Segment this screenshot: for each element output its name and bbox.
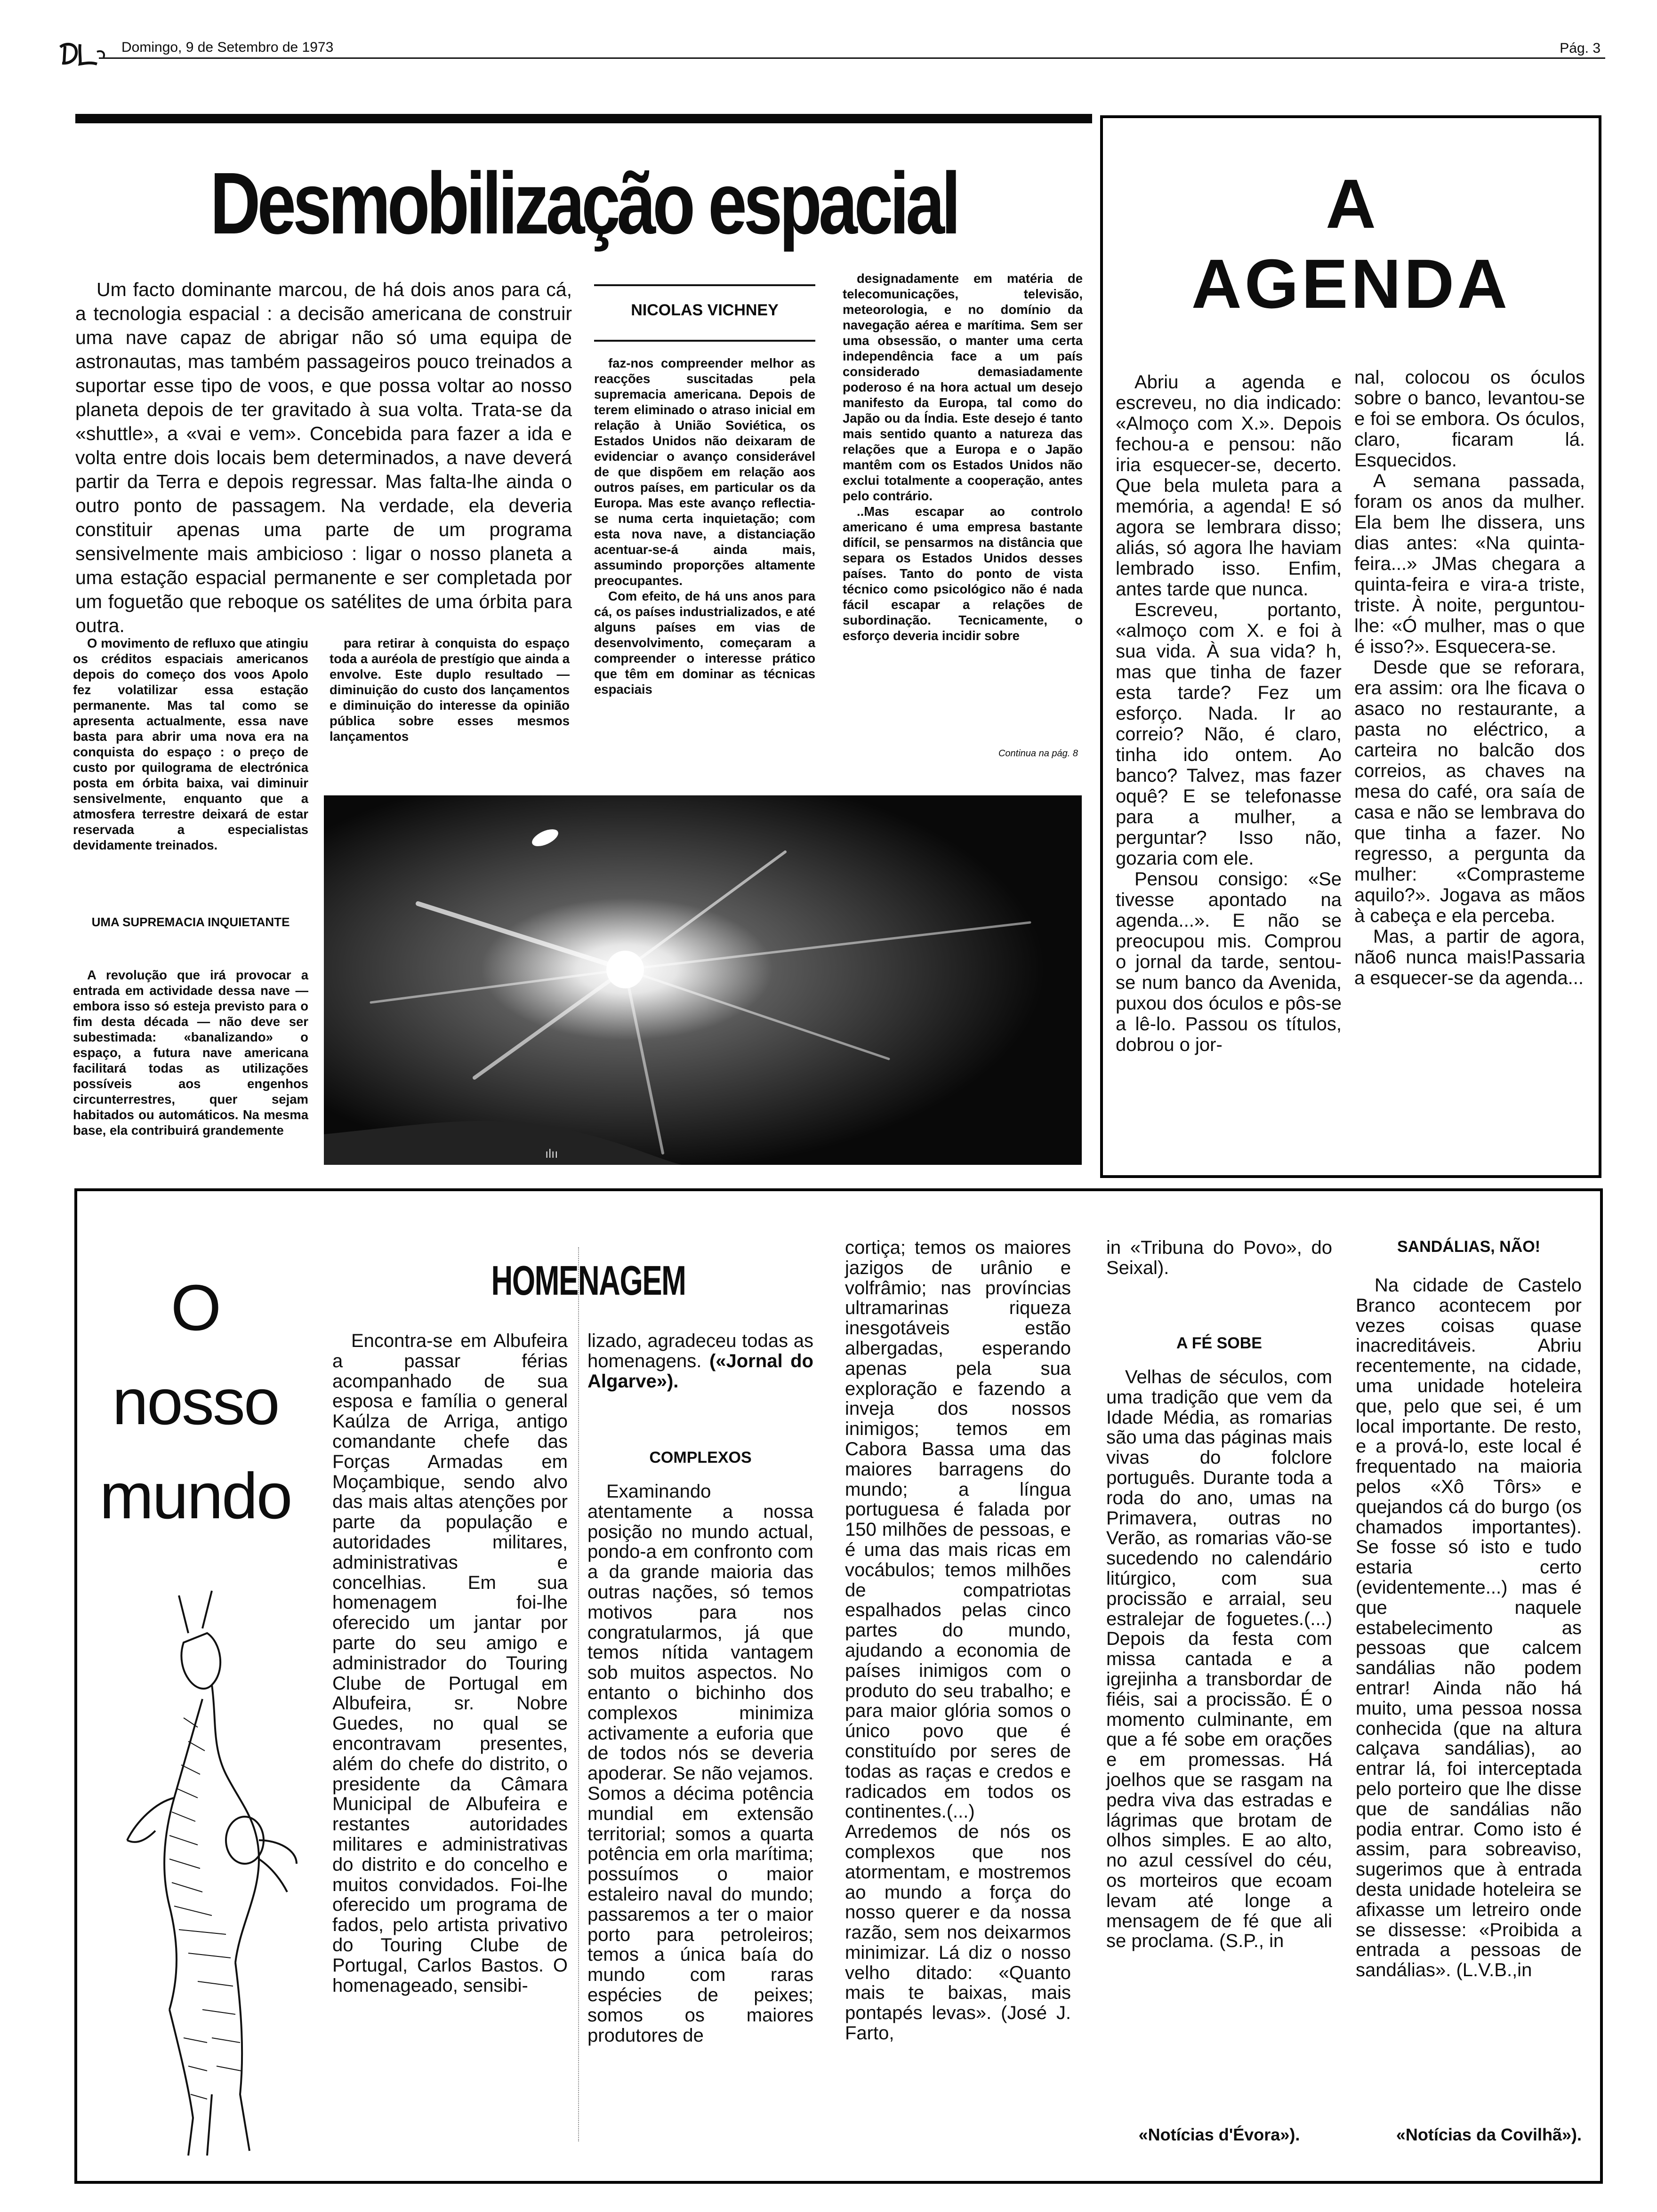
section-title-o: O	[170, 1272, 220, 1344]
giraffe-illustration	[118, 1577, 315, 2165]
sandalias-source: «Notícias da Covilhã»).	[1396, 2125, 1582, 2144]
sandalias-text	[1356, 1275, 1582, 1980]
homenagem-source: («Jornal do Algarve»).	[587, 1350, 813, 1392]
paragraph: Desde que se reforara, era assim: ora lhe ficava o asaco no restaurante, a pasta no eléctrico, a carteira no balcão dos correios, as chaves na mesa do café, ora saía de casa e não se lembrava do que tinha a fazer. No regresso, a pergunta da mulher: «Comprasteme aquilo?». Jogava as mãos à cabeça e ela perceba.	[1354, 657, 1585, 926]
fe-sobe-source: «Notícias d'Évora»).	[1138, 2125, 1300, 2144]
article-column-3	[594, 355, 815, 697]
fe-sobe-text	[1106, 1367, 1332, 1951]
article-column-1	[73, 635, 308, 853]
paragraph: Com efeito, de há uns anos para cá, os países industrializados, e até alguns países em vias de desenvolvimento, começaram a compreender o interesse prático que têm em dominar as técnicas espaciais	[594, 589, 815, 697]
continued-note: Continua na pág. 8	[998, 748, 1078, 759]
byline-rule-bottom	[594, 340, 815, 342]
header-rule	[99, 57, 1605, 59]
paragraph: para retirar à conquista do espaço toda a auréola de prestígio que ainda a envolve. Este duplo resultado — diminuição do custo dos lançamentos e diminuição do interesse da opinião pública sobre esses mesmos lançamentos	[330, 636, 570, 744]
paragraph: nal, colocou os óculos sobre o banco, levantou-se e foi se embora. Os óculos, claro, ficaram lá. Esquecidos.	[1354, 367, 1585, 471]
paragraph: Mas, a partir de agora, não6 nunca mais!Passaria a esquecer-se da agenda...	[1354, 926, 1585, 988]
sandalias-title: SANDÁLIAS, NÃO!	[1397, 1238, 1541, 1256]
page-number: Pág. 3	[1560, 40, 1601, 56]
complexos-text-1	[587, 1482, 813, 2045]
photo-mark: ılıı	[545, 1146, 558, 1161]
byline: NICOLAS VICHNEY	[631, 301, 779, 319]
paragraph: ..Mas escapar ao controlo americano é uma empresa bastante difícil, se pensarmos na distância que separa os Estados Unidos desses países. Tanto do ponto de vista técnico como psicológico não é nada fácil escapar a relações de subordinação. Tecnicamente, o esforço deveria incidir sobre	[843, 504, 1083, 643]
paragraph: A revolução que irá provocar a entrada em actividade dessa nave — embora isso só esteja previsto para o fim desta década — não deve ser subestimada: «banalizando» o espaço, a futura nave americana facilitará todas as utilizações possíveis aos engenhos circunterrestres, quer sejam habitados ou automáticos. Na mesma base, ela contribuirá grandemente	[73, 968, 308, 1138]
section-title-mundo: mundo	[99, 1460, 291, 1532]
paragraph: O movimento de refluxo que atingiu os créditos espaciais americanos depois do começo dos voos Apolo fez volatilizar essa estação permanente. Mas tal como se apresenta actualmente, essa nave basta para abrir uma nova era na conquista do espaço : o preço de custo por quilograma de electrónica posta em órbita baixa, vai diminuir sensivelmente, enquanto que a atmosfera terrestre deixará de estar reservada a especialistas devidamente treinados.	[73, 636, 308, 852]
paragraph: A semana passada, foram os anos da mulher. Ela bem lhe dissera, uns dias antes: «Na quinta-feira...» JMas chegara a quinta-feira e vira-a triste, triste. À noite, perguntou-lhe: «Ó mulher, mas o que é isso?». Esquecera-se.	[1354, 471, 1585, 657]
paragraph: Escreveu, portanto, «almoço com X. e foi à sua vida. À sua vida? h, mas que tinha de fazer esta tarde? Fez um esforço. Nada. Ir ao correio? Não, é claro, tinha ido ontem. Ao banco? Talvez, mas fazer oquê? E se telefonasse para a mulher, a perguntar? Isso não, gozaria com ele.	[1116, 600, 1342, 869]
paragraph: faz-nos compreender melhor as reacções suscitadas pela supremacia americana. Depois de terem eliminado o atraso inicial em relação à União Soviética, os Estados Unidos não deixaram de evidenciar o avanço considerável de que dispõem em relação aos outros países, em particular os da Europa. Mas este avanço reflectia-se numa certa inquietação; com esta nova nave, a distanciação acentuar-se-á ainda mais, assumindo proporções altamente preocupantes.	[594, 356, 815, 588]
article-column-1b	[73, 967, 308, 1138]
paragraph: Examinando atentamente a nossa posição no mundo actual, pondo-a em confronto com a da grande maioria das outras nações, só temos motivos para nos congratularmos, já que temos nítida vantagem sob muitos aspectos. No entanto o bichinho dos complexos minimiza activamente a euforia que de todos nós se deveria apoderar. Se não vejamos. Somos a décima potência mundial em extensão territorial; somos a quarta potência em orla marítima; possuímos o maior estaleiro naval do mundo; passaremos a ter o maior porto para petroleiros; temos a única baía do mundo com raras espécies de peixes; somos os maiores produtores de	[587, 1481, 813, 2046]
complexos-source	[1106, 1238, 1332, 1278]
homenagem-continuation	[587, 1331, 813, 1391]
article-column-2	[330, 635, 570, 744]
issue-date: Domingo, 9 de Setembro de 1973	[121, 40, 334, 55]
paragraph: Pensou consigo: «Se tivesse apontado na agenda...». E não se preocupou mis. Comprou o jornal da tarde, sentou-se num banco da Avenida, puxou dos óculos e pôs-se a lê-lo. Passou os títulos, dobrou o jor-	[1116, 869, 1342, 1055]
lead-paragraph: Um facto dominante marcou, de há dois anos para cá, a tecnologia espacial : a decisão americana de construir uma nave capaz de abrigar não só uma equipa de astronautas, mas também passageiros pouco treinados a suportar esse tipo de voos, e que possa voltar ao nosso planeta depois de ter gravitado à sua volta. Trata-se da «shuttle», a «vai e vem». Concebida para fazer a ida e volta entre dois locais bem determinados, a nave deverá partir da Terra e depois regressar. Mas falta-lhe ainda o outro ponto de passagem. Na verdade, ela deveria constituir apenas uma parte de um programa sensivelmente mais ambicioso : ligar o nosso planeta a uma estação espacial permanente e ser completada por um foguetão que reboque os satélites de uma órbita para outra.	[75, 279, 572, 637]
complexos-text-2	[845, 1238, 1071, 2044]
paragraph: designadamente em matéria de telecomunicações, televisão, meteorologia, e no domínio da navegação aérea e marítima. Sem ser uma obsessão, o manter uma certa independência face a um país considerado demasiadamente poderoso é na hora actual um desejo manifesto da Europa, tal como do Japão ou da Índia. Este desejo é tanto mais sentido quanto a natureza das relações que a Europa e o Japão mantêm com os Estados Unidos não exclui totalmente a cooperação, antes pelo contrário.	[843, 271, 1083, 503]
fe-sobe-title: A FÉ SOBE	[1176, 1334, 1262, 1352]
article-lead	[75, 278, 572, 638]
column-separator	[578, 1247, 579, 2141]
paragraph: in «Tribuna do Povo», do Seixal).	[1106, 1237, 1332, 1278]
article-column-4	[843, 271, 1083, 643]
agenda-title-a: A	[1326, 165, 1376, 243]
space-photo	[324, 795, 1082, 1165]
newspaper-logo	[56, 33, 113, 75]
article-headline: Desmobilização espacial	[210, 155, 957, 252]
subhead-supremacia: UMA SUPREMACIA INQUIETANTE	[91, 915, 290, 929]
complexos-title: COMPLEXOS	[649, 1449, 752, 1467]
paragraph: Abriu a agenda e escreveu, no dia indicado: «Almoço com X.». Depois fechou-a e pensou: não iria esquecer-se, decerto. Que bela muleta para a memória, a agenda! E só agora se lembrara disso; aliás, só agora lhe haviam lembrado isso. Enfim, antes tarde que nunca.	[1116, 372, 1342, 600]
paragraph: Na cidade de Castelo Branco acontecem por vezes coisas quase inacreditáveis. Abriu recentemente, na cidade, uma unidade hoteleira que, pelo que sei, é um local importante. De resto, e a prová-lo, este local é frequentado na maioria pelos «Xô Tôrs» e quejandos cá do burgo (os chamados importantes). Se fosse só isto e tudo estaria certo (evidentemente...) mas é que naquele estabelecimento as pessoas que calcem sandálias não podem entrar! Ainda não há muito, uma pessoa nossa conhecida (que na altura calçava sandálias), ao entrar lá, foi interceptada pelo porteiro que lhe disse que de sandálias não podia entrar. Como isto é assim, para sobreaviso, sugerimos que à entrada desta unidade hoteleira se afixasse um letreiro onde se dissesse: «Proibida a entrada a pessoas de sandálias». (L.V.B.,in	[1356, 1275, 1582, 1981]
paragraph: lizado, agradeceu todas as homenagens.	[587, 1330, 813, 1371]
article-top-bar	[75, 114, 1092, 123]
paragraph: Velhas de séculos, com uma tradição que vem da Idade Média, as romarias são uma das páginas mais vivas do folclore português. Durante toda a roda do ano, umas na Primavera, outras no Verão, as romarias vão-se sucedendo no calendário litúrgico, com sua procissão e arraial, seu estralejar de foguetes.(...) Depois da festa com missa cantada e a igrejinha a transbordar de fiéis, sai a procissão. É o momento culminante, em que a fé sobe em orações e em promessas. Há joelhos que se rasgam na pedra viva das estradas e lágrimas que brotam de olhos simples. E ao alto, no azul cessível do céu, os morteiros que ecoam levam até longe a mensagem de fé que ali se proclama. (S.P., in	[1106, 1367, 1332, 1952]
paragraph: Encontra-se em Albufeira a passar férias acompanhado de sua esposa e família o general Kaúlza de Arriga, antigo comandante chefe das Forças Armadas em Moçambique, sendo alvo das mais altas atenções por parte da população e autoridades militares, administrativas e concelhias. Em sua homenagem foi-lhe oferecido um jantar por parte do seu amigo e administrador do Touring Clube de Portugal em Albufeira, sr. Nobre Guedes, no qual se encontravam presentes, além do chefe do distrito, o presidente da Câmara Municipal de Albufeira e restantes autoridades militares e administrativas do distrito e do concelho e muitos convidados. Foi-lhe oferecido um programa de fados, pelo artista privativo do Touring Clube de Portugal, Carlos Bastos. O homenageado, sensibi-	[332, 1330, 568, 1996]
byline-rule-top	[594, 284, 815, 286]
agenda-column-2	[1354, 367, 1585, 988]
section-title-nosso: nosso	[112, 1366, 279, 1438]
homenagem-title: HOMENAGEM	[491, 1257, 686, 1304]
agenda-title: AGENDA	[1191, 245, 1511, 323]
homenagem-text	[332, 1331, 568, 1996]
paragraph: cortiça; temos os maiores jazigos de urânio e volfrâmio; nas províncias ultramarinas riqueza inesgotáveis estão albergadas, esperando apenas pela sua exploração e fazendo a inveja dos nossos inimigos; temos em Cabora Bassa uma das maiores barragens do mundo; a língua portuguesa é falada por 150 milhões de pessoas, e é uma das mais ricas em vocábulos; temos milhões de compatriotas espalhados pelas cinco partes do mundo, ajudando a economia de países inimigos com o produto do seu trabalho; e para maior glória somos o único povo que é constituído por seres de todas as raças e credos e radicados em todos os continentes.(...) Arredemos de nós os complexos que nos atormentam, e mostremos ao mundo a força do nosso querer e da nossa razão, sem nos deixarmos minimizar. Lá diz o nosso velho ditado: «Quanto mais te baixas, mais pontapés levas». (José J. Farto,	[845, 1237, 1071, 2044]
agenda-column-1	[1116, 372, 1342, 1055]
